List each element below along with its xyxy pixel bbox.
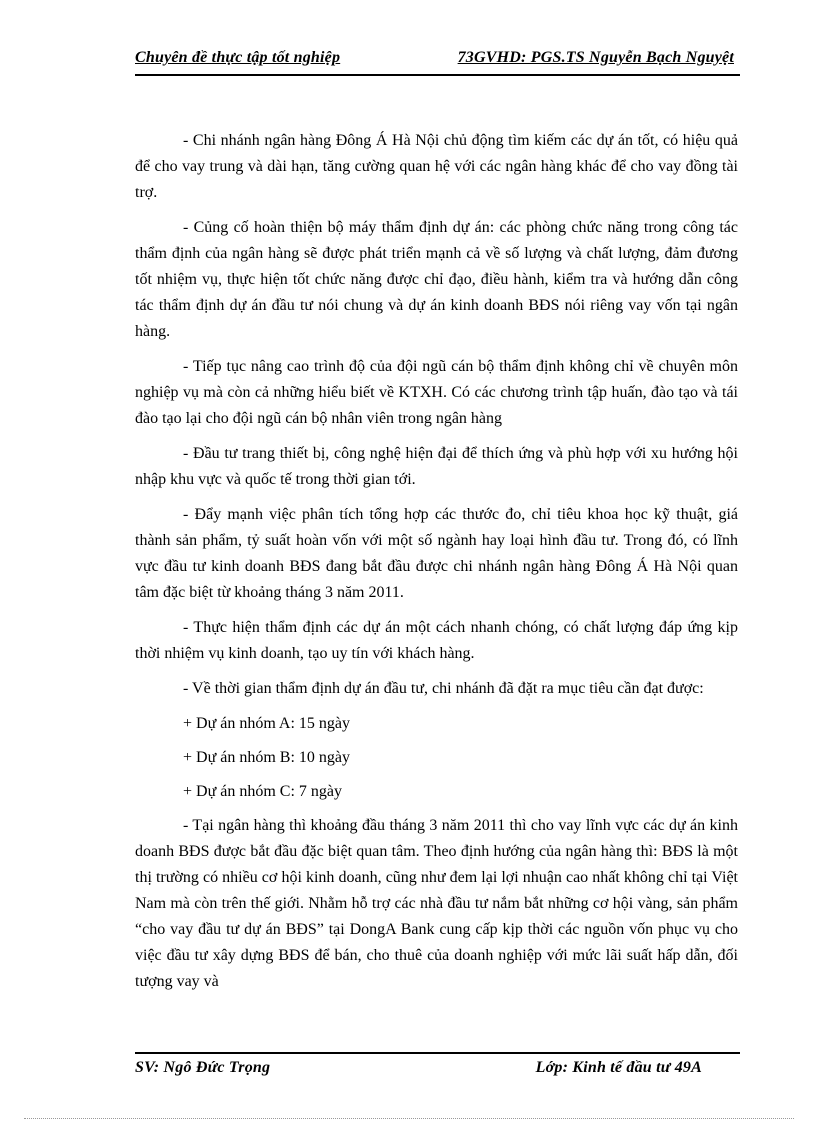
paragraph: - Củng cố hoàn thiện bộ máy thẩm định dự án: các phòng chức năng trong công tác thẩm định của ngân hàng sẽ được phát triển mạnh cả về số lượng và chất lượng, đảm đương tốt nhiệm vụ, thực hiện tốt chức năng được chỉ đạo, điều hành, kiểm tra và hướng dẫn công tác thẩm định dự án đầu tư nói chung và dự án kinh doanh BĐS nói riêng vay vốn tại ngân hàng.: [135, 219, 738, 340]
paragraph: - Đầu tư trang thiết bị, công nghệ hiện đại để thích ứng và phù hợp với xu hướng hội nhập khu vực và quốc tế trong thời gian tới.: [135, 445, 738, 488]
paragraph: - Về thời gian thẩm định dự án đầu tư, chi nhánh đã đặt ra mục tiêu cần đạt được:: [183, 680, 704, 697]
target-item-b: + Dự án nhóm B: 10 ngày: [183, 749, 351, 766]
document-body: [135, 128, 738, 1004]
header-supervisor: 73GVHD: PGS.TS Nguyễn Bạch Nguyệt: [457, 49, 734, 66]
closing-paragraph: - Tại ngân hàng thì khoảng đầu tháng 3 năm 2011 thì cho vay lĩnh vực các dự án kinh doanh BĐS được bắt đầu đặc biệt quan tâm. Theo định hướng của ngân hàng thì: BĐS là một thị trường có nhiều cơ hội kinh doanh, cũng như đem lại lợi nhuận cao nhất không chỉ tại Việt Nam mà còn trên thế giới. Nhằm hỗ trợ các nhà đầu tư nắm bắt những cơ hội vàng, sản phẩm “cho vay đầu tư dự án BĐS” tại DongA Bank cung cấp kịp thời các nguồn vốn phục vụ cho việc đầu tư xây dựng BĐS để bán, cho thuê của doanh nghiệp với mức lãi suất hấp dẫn, đối tượng vay và: [135, 817, 738, 990]
paragraph: - Đẩy mạnh việc phân tích tổng hợp các thước đo, chỉ tiêu khoa học kỹ thuật, giá thành sản phẩm, tỷ suất hoàn vốn với một số ngành hay loại hình đầu tư. Trong đó, có lĩnh vực đầu tư kinh doanh BĐS đang bắt đầu được chi nhánh ngân hàng Đông Á Hà Nội quan tâm đặc biệt từ khoảng tháng 3 năm 2011.: [135, 506, 738, 601]
target-item-a: + Dự án nhóm A: 15 ngày: [183, 715, 351, 732]
paragraph: - Chi nhánh ngân hàng Đông Á Hà Nội chủ động tìm kiếm các dự án tốt, có hiệu quả để cho vay trung và dài hạn, tăng cường quan hệ với các ngân hàng khác để cho vay đồng tài trợ.: [135, 132, 738, 201]
footer-student: SV: Ngô Đức Trọng: [135, 1059, 271, 1076]
target-item-c: + Dự án nhóm C: 7 ngày: [183, 783, 343, 800]
page-footer: [135, 1052, 740, 1082]
page-header: [135, 46, 740, 76]
paragraph: - Tiếp tục nâng cao trình độ của đội ngũ cán bộ thẩm định không chỉ về chuyên môn nghiệp vụ mà còn cả những hiểu biết về KTXH. Có các chương trình tập huấn, đào tạo và tái đào tạo lại cho đội ngũ cán bộ nhân viên trong ngân hàng: [135, 358, 738, 427]
page-break-rule: [24, 1118, 794, 1119]
footer-class: Lớp: Kinh tế đầu tư 49A: [535, 1059, 702, 1076]
paragraph: - Thực hiện thẩm định các dự án một cách nhanh chóng, có chất lượng đáp ứng kịp thời nhiệm vụ kinh doanh, tạo uy tín với khách hàng.: [135, 619, 738, 662]
header-document-title: Chuyên đề thực tập tốt nghiệp: [135, 49, 341, 66]
